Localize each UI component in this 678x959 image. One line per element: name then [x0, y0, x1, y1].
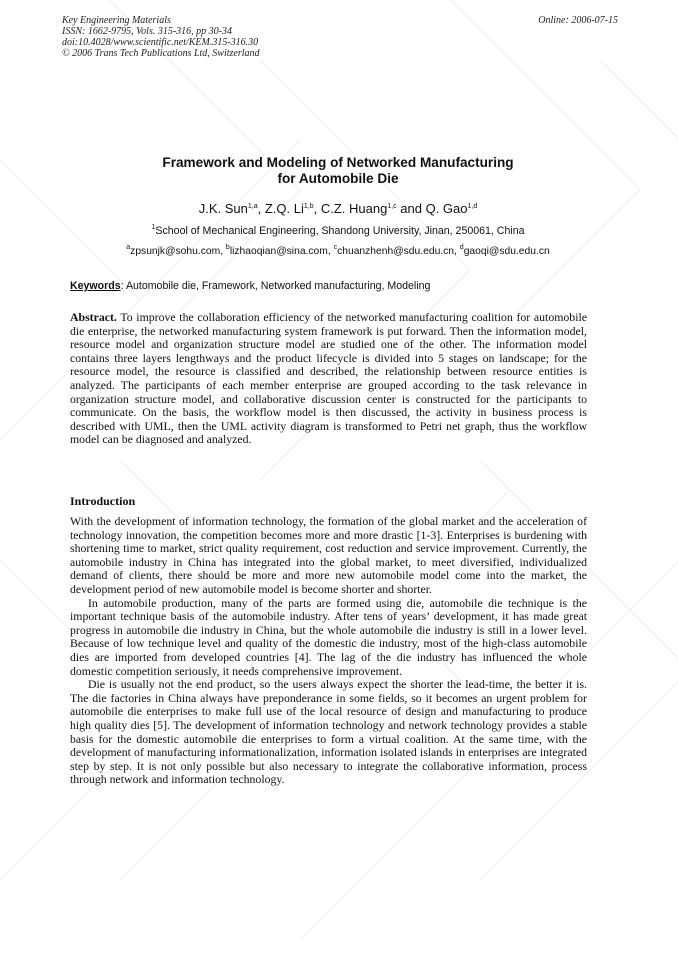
author-list	[62, 201, 614, 217]
title-line-1: Framework and Modeling of Networked Manufacturing	[162, 155, 514, 170]
abstract	[70, 311, 587, 447]
author: C.Z. Huang$^{1,c}$ and	[320, 201, 426, 216]
author: Q. Gao$^{1,d}$	[425, 201, 478, 216]
paragraph: In automobile production, many of the parts are formed using die, automobile die technique is the important technique basis of the automobile industry. After tens of years’ development, it has made great progress in automobile die industry in China, but the whole automobile die industry is still in a lower level. Because of low technique level and quality of the domestic die industry, most of the high-class automobile dies are imported from developed countries [4]. The lag of the die industry has influenced the whole domestic competition seriously, it needs comprehensive improvement.	[70, 595, 587, 678]
email[interactable]: $^c$chuanzhenh@sdu.edu.cn	[333, 244, 455, 257]
introduction-body	[70, 515, 587, 787]
issn-line: ISSN: 1662-9795, Vols. 315-316, pp 30-34	[62, 26, 232, 37]
paragraph: With the development of information technology, the formation of the global market and the acceleration of technology innovation, the competition becomes more and more drastic [1-3]. Enterprises is burdening with shortening time to market, strict quality requirement, cost reduction and service improvement. Currently, the automobile industry in China has integrated into the global market, to meet diversified, individualized demand of clients, there should be more and more new automobile model come into the market, the development period of new automobile model is become shorter and shorter.	[70, 514, 587, 596]
abstract-text: To improve the collaboration efficiency of the networked manufacturing coalition for automobile die enterprise, the networked manufacturing system framework is put forward. Then the information model, resource model and organization structure model are studied one of the other. The information model contains three layers lengthways and the product lifecycle is divided into 5 stages on landscape; for the resource model, the resource is classified and described, the relationship between resource entities is analyzed. The participants of each member enterprise are grouped according to the task relevance in organization structure model, and collaborative discussion center is constructed for the participants to communicate. On the basis, the workflow model is then discussed, the activity in business process is described with UML, then the UML activity diagram is transformed to Petri net graph, thus the workflow model can be diagnosed and analyzed.	[70, 310, 587, 447]
email-list: $^a$zpsunjk@sohu.com, $^b$lizhaoqian@sina.com, $^c$chuanzhenh@sdu.edu.cn, $^d$gaoqi@sdu.edu.cn	[126, 244, 550, 257]
paragraph: Die is usually not the end product, so the users always expect the shorter the lead-time, the better it is. The die factories in China always have preponderance in some fields, so it becomes an urgent problem for automobile die enterprises to make full use of the local resource of design and manufacturing to produce high quality dies [5]. The development of information technology and network technology provides a stable basis for the domestic automobile die enterprises to form a virtual coalition. At the same time, with the development of manufacturing informationalization, information isolated islands in enterprises are integrated step by step. It is not only possible but also necessary to integrate the collaborative information, process through network and information technology.	[70, 677, 587, 787]
author: Z.Q. Li$^{1,b}$,	[264, 201, 321, 216]
paper-title	[62, 155, 614, 187]
keywords-text: : Automobile die, Framework, Networked manufacturing, Modeling	[120, 280, 431, 292]
email[interactable]: $^d$gaoqi@sdu.edu.cn	[459, 244, 550, 257]
author: J.K. Sun$^{1,a}$,	[198, 201, 265, 216]
journal-header	[62, 15, 618, 59]
section-heading-introduction: Introduction	[70, 494, 136, 508]
email[interactable]: $^b$lizhaoqian@sina.com	[225, 244, 328, 257]
title-line-2: for Automobile Die	[277, 171, 399, 186]
copyright-line: © 2006 Trans Tech Publications Ltd, Switzerland	[62, 48, 260, 59]
email[interactable]: $^a$zpsunjk@sohu.com	[126, 244, 221, 257]
abstract-label: Abstract.	[70, 310, 117, 324]
doi-line[interactable]: doi:10.4028/www.scientific.net/KEM.315-316.30	[62, 37, 259, 48]
keywords-line	[70, 279, 590, 293]
keywords-label: Keywords	[70, 280, 121, 292]
online-date: Online: 2006-07-15	[538, 15, 618, 26]
affiliation: $^1$School of Mechanical Engineering, Shandong University, Jinan, 250061, China	[151, 224, 525, 237]
journal-name: Key Engineering Materials	[62, 15, 171, 26]
